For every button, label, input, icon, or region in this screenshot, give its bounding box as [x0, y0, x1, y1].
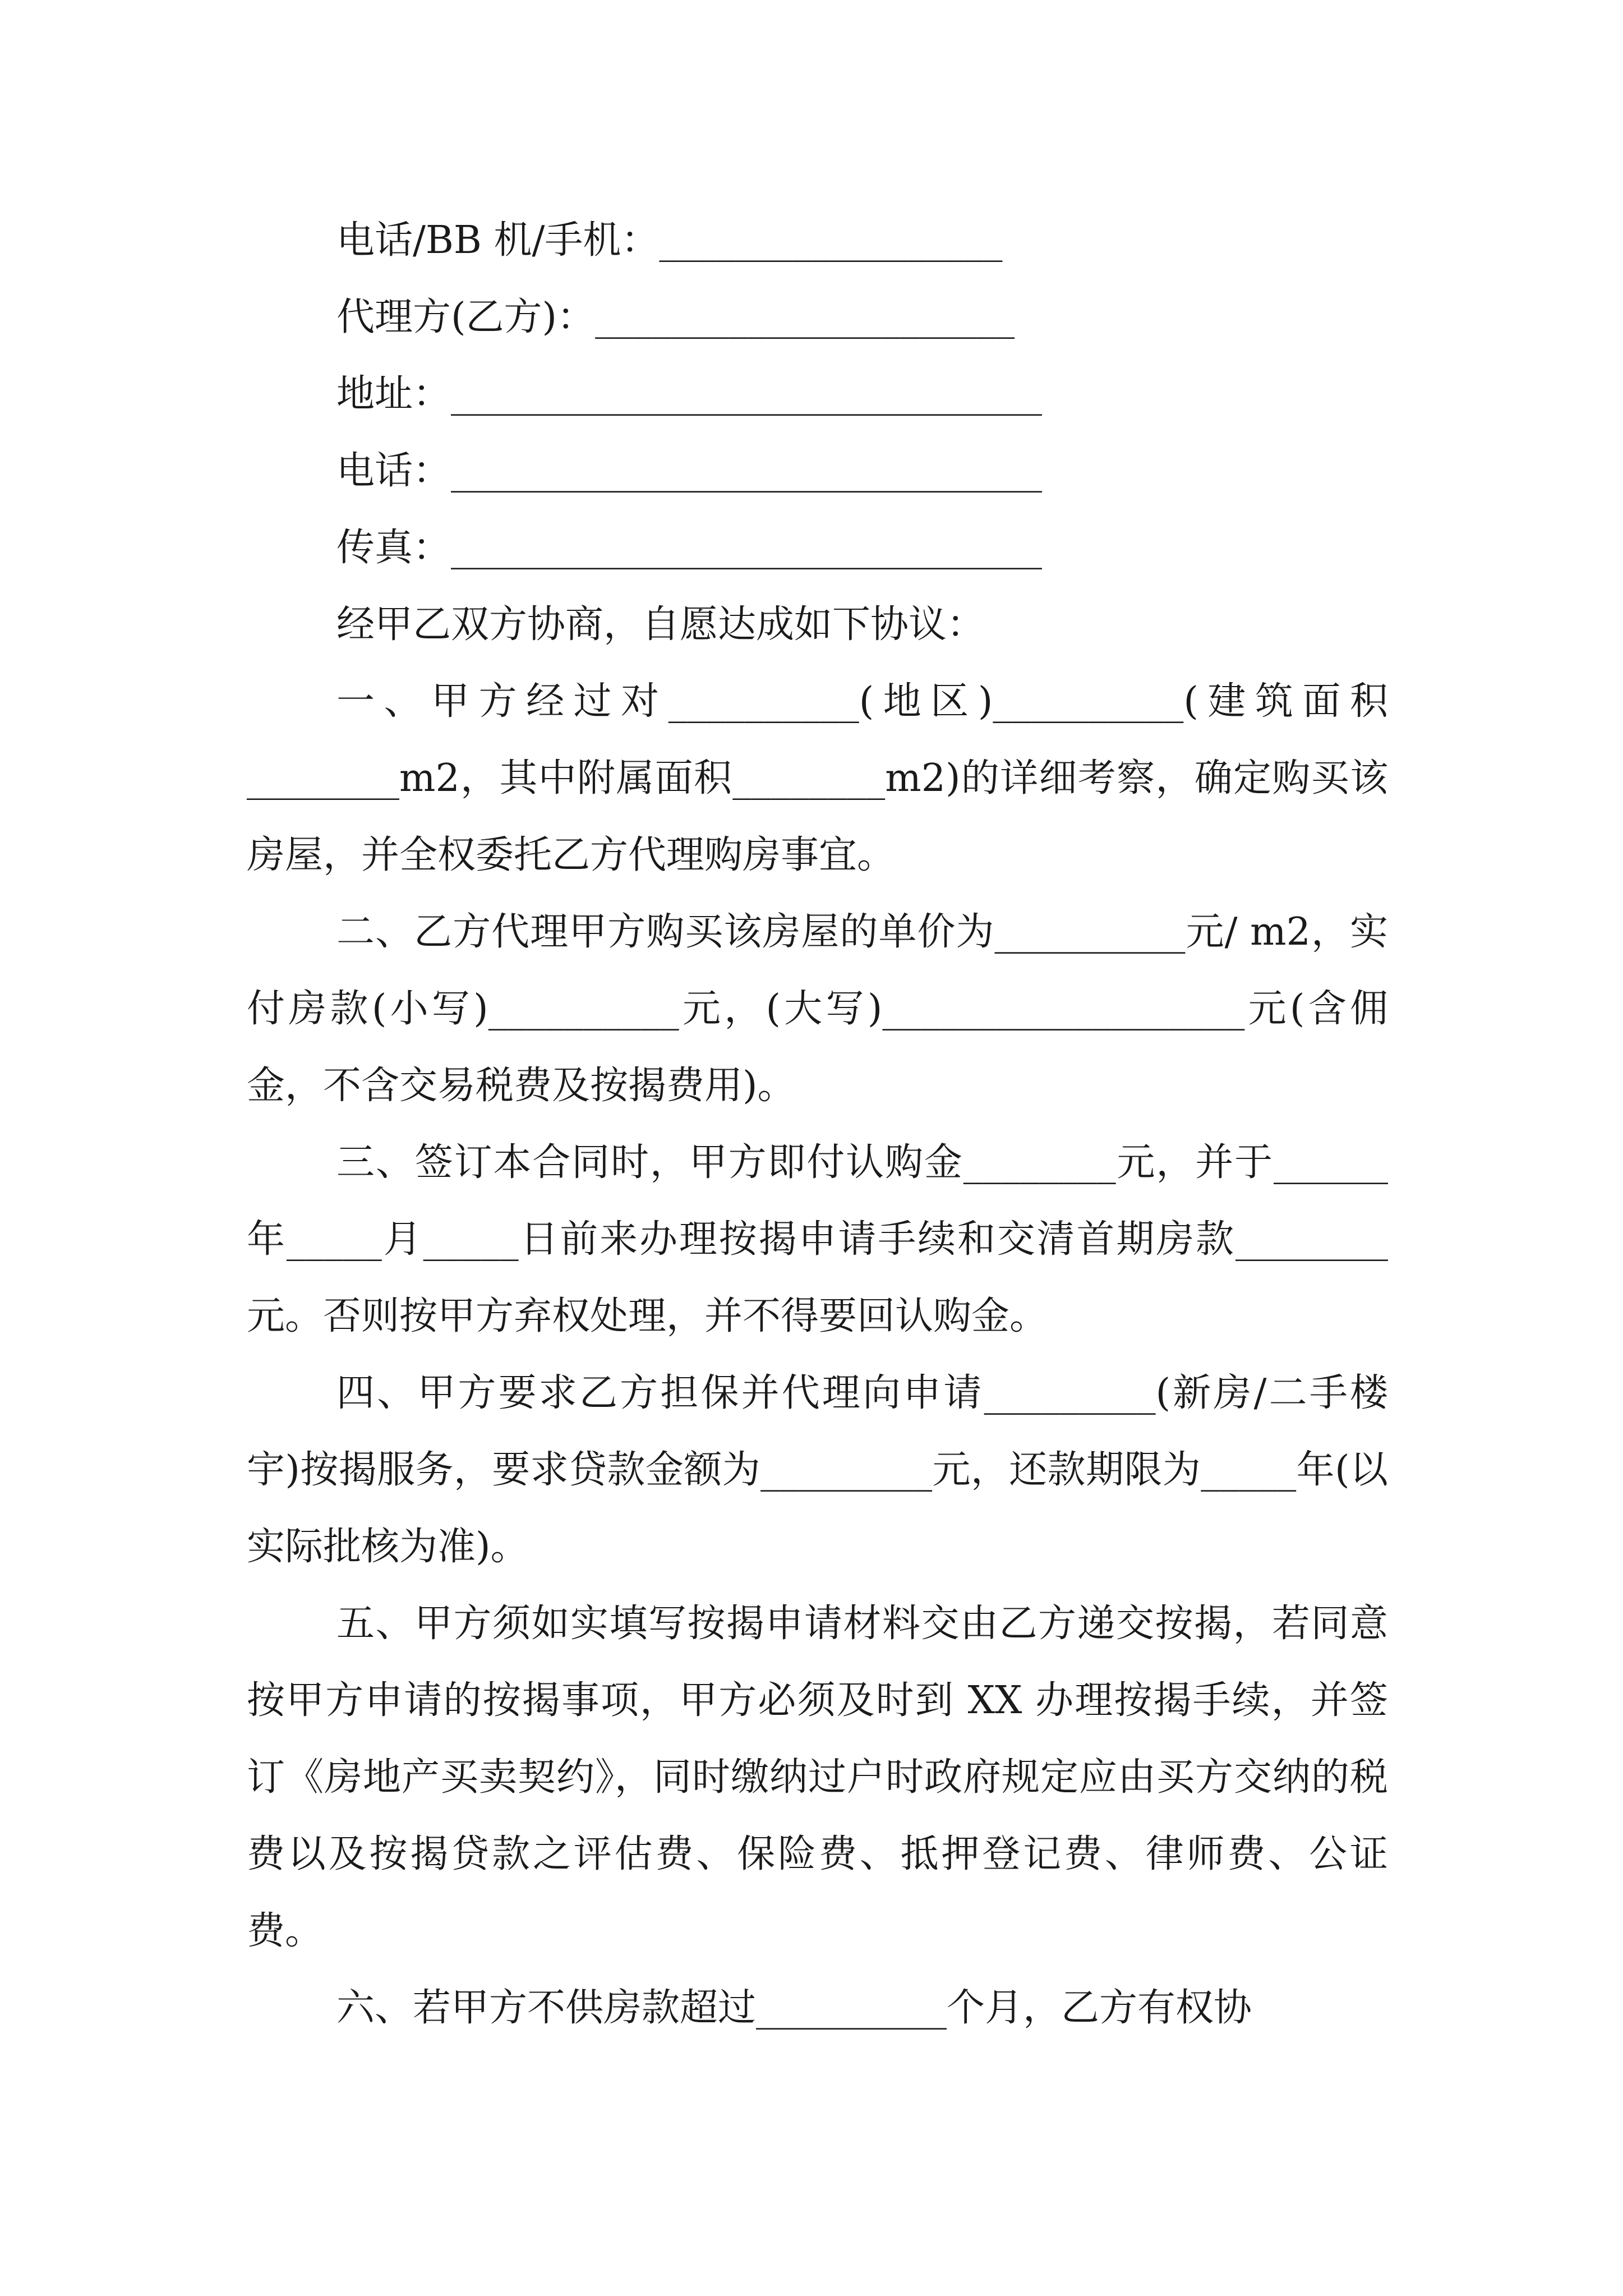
- fax-field: [247, 509, 1388, 586]
- agent-phone-field-label: 电话：: [336, 449, 451, 493]
- clause-4: 四、甲方要求乙方担保并代理向申请_________(新房/二手楼宇)按揭服务，要求贷款金额为_________元，还款期限为_____年(以实际批核为准)。: [247, 1371, 1388, 1569]
- agreement-intro: 经甲乙双方协商，自愿达成如下协议：: [336, 602, 985, 647]
- clause-2: 二、乙方代理甲方购买该房屋的单价为__________元/ m2，实付房款(小写)__________元，(大写)___________________元(含佣金，不含交易税费及按揭费用)。: [247, 910, 1388, 1108]
- address-field-label: 地址：: [336, 372, 451, 416]
- document-page: [247, 202, 1388, 2046]
- agent-field: [247, 279, 1388, 356]
- clause-5: 五、甲方须如实填写按揭申请材料交由乙方递交按揭，若同意按甲方申请的按揭事项，甲方必须及时到 XX 办理按揭手续，并签订《房地产买卖契约》，同时缴纳过户时政府规定应由买方交纳的税费以及按揭贷款之评估费、保险费、抵押登记费、律师费、公证费。: [247, 1602, 1388, 1953]
- fax-field-label: 传真：: [336, 526, 451, 570]
- clause-6: 六、若甲方不供房款超过__________个月，乙方有权协: [336, 1986, 1252, 2030]
- agent-phone-field-blank: _______________________________: [451, 449, 1043, 493]
- clause-3: 三、签订本合同时，甲方即付认购金________元，并于______年_____月_____日前来办理按揭申请手续和交清首期房款________元。否则按甲方弃权处理，并不得要回认购金。: [247, 1140, 1388, 1338]
- phone-field: [247, 202, 1388, 279]
- clause-1: 一、甲方经过对__________(地区)__________(建筑面积________m2，其中附属面积________m2)的详细考察，确定购买该房屋，并全权委托乙方代理购房事宜。: [247, 679, 1388, 877]
- agent-phone-field: [247, 432, 1388, 509]
- phone-field-label: 电话/BB 机/手机：: [336, 218, 660, 263]
- address-field: [247, 356, 1388, 432]
- agent-field-blank: ______________________: [595, 295, 1015, 339]
- address-field-blank: _______________________________: [451, 372, 1043, 416]
- fax-field-blank: _______________________________: [451, 526, 1043, 570]
- agent-field-label: 代理方(乙方)：: [336, 295, 596, 339]
- phone-field-blank: __________________: [659, 218, 1003, 263]
